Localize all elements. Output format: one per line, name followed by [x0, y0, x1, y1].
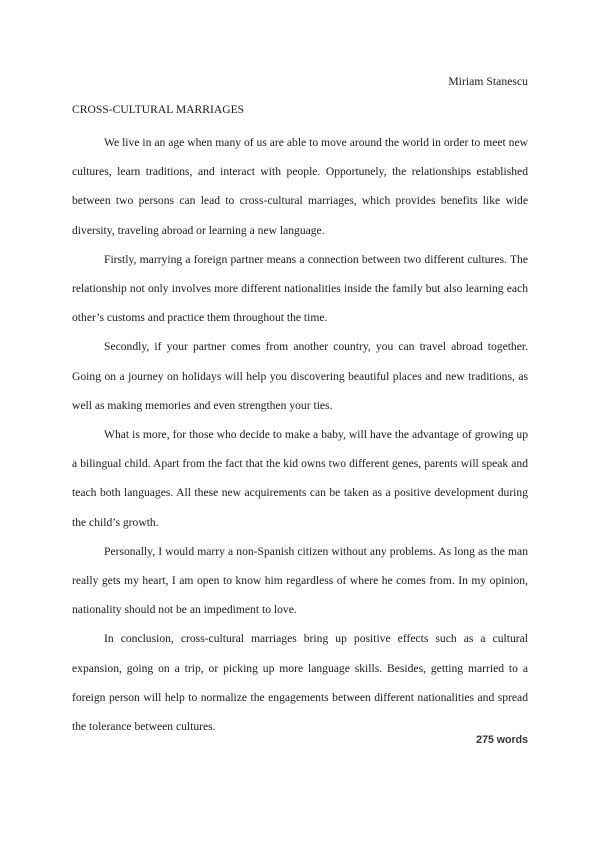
paragraph-firstly: Firstly, marrying a foreign partner means a connection between two different cultures. The relationship not only involves more different nationalities inside the family but also learning each other’s customs and practice them throughout the time. — [72, 252, 528, 325]
author-name: Miriam Stanescu — [448, 75, 528, 88]
paragraph-secondly: Secondly, if your partner comes from another country, you can travel abroad together. Going on a journey on holidays will help you discovering beautiful places and new traditions, as well as making memories and even strengthen your ties. — [72, 340, 528, 412]
paragraph-conclusion: In conclusion, cross-cultural marriages bring up positive effects such as a cultural expansion, going on a trip, or picking up more language skills. Besides, getting married to a foreign person will help to normalize the engagements between different nationalities and spread the tolerance between cultures. — [72, 632, 528, 734]
essay-title: CROSS-CULTURAL MARRIAGES — [72, 103, 245, 116]
word-count: 275 words — [476, 734, 528, 746]
paragraph-introduction: We live in an age when many of us are able to move around the world in order to meet new cultures, learn traditions, and interact with people. Opportunely, the relationships established between two persons can lead to cross-cultural marriages, which provides benefits like wide diversity, traveling abroad or learning a new language. — [72, 136, 528, 237]
paragraph-what-is-more: What is more, for those who decide to make a baby, will have the advantage of growing up a bilingual child. Apart from the fact that the kid owns two different genes, parents will speak and teach both languages. All these new acquirements can be taken as a positive development during the child’s growth. — [72, 428, 528, 529]
essay-body — [72, 128, 528, 741]
paragraph-personally: Personally, I would marry a non-Spanish citizen without any problems. As long as the man really gets my heart, I am open to know him regardless of where he comes from. In my opinion, nationality should not be an impediment to love. — [72, 544, 528, 617]
